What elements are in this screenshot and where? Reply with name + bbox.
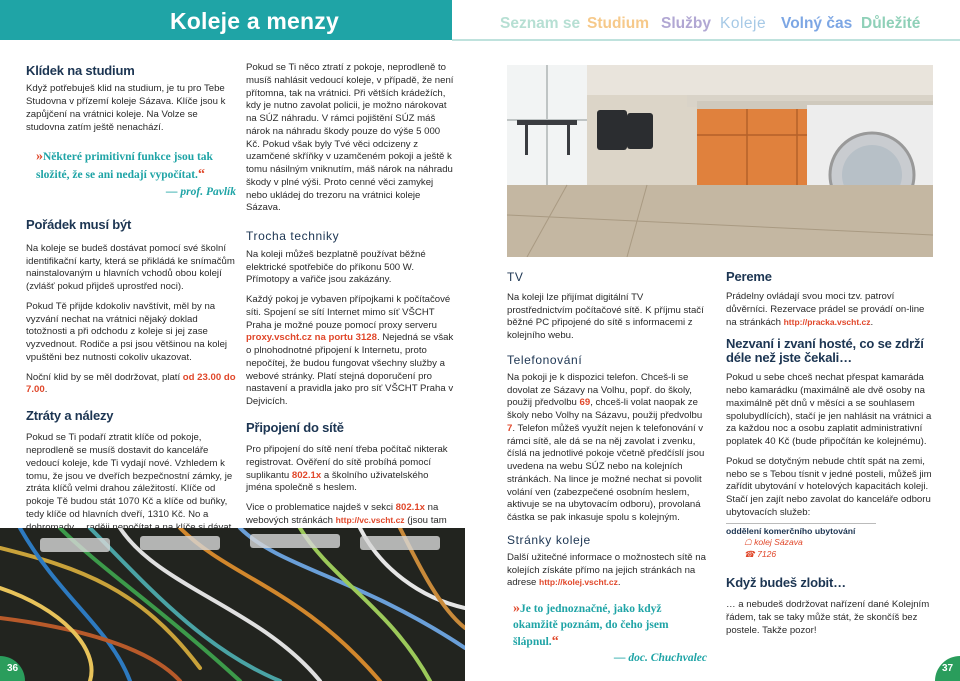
page-title: Koleje a menzy (170, 8, 339, 34)
quote-chuchvalec (507, 600, 707, 666)
quote-text: Některé primitivní funkce jsou tak složité, že se ani nedají vypočítat. (36, 151, 213, 182)
pereme-text (726, 291, 934, 329)
pripojeni-p2-pre: Vice o problematice najdeš v sekci (246, 502, 396, 514)
kitchen-photo (507, 65, 933, 257)
quote2-author: — doc. Chuchvalec (614, 652, 707, 665)
pripojeni-p1-post: a školního uživatelského jména společně s heslem. (246, 469, 429, 494)
quote-pavlik (26, 148, 236, 199)
poradek-p3 (26, 372, 236, 398)
contact-divider (726, 523, 876, 524)
poradek-p2: Pokud Tě přijde kdokoliv navštívit, měl by na vyzvání nechat na vrátnici nějaký doklad totožnosti a při odchodu z koleje si jej zase vyzvednout. Rodiče a psi jsou většinou na kolej vpuštěni bez nutnosti cokoliv ukazovat. (26, 300, 228, 363)
quote-close-mark: “ (197, 167, 205, 183)
quote-author: — prof. Pavlík (166, 185, 236, 198)
nav-koleje[interactable]: Koleje (720, 15, 767, 32)
prefix-69: 69 (579, 397, 591, 409)
quote2-close-mark: “ (551, 634, 559, 650)
page-number-left: 36 (0, 656, 25, 681)
nav-sluzby[interactable]: Služby (661, 15, 711, 32)
stranky-text (507, 552, 707, 590)
theft-text: Pokud se Ti něco ztratí z pokoje, neprodleně to musíš nahlásit vedoucí koleje, v případě, že není přítomna, tak na vrátnici. Při větších krádežích, kdy je nutno zavolat policii, je možno nárokovat na SÚZ náhradu. V rámci pojištění SÚZ máš nárok na náhradu škody pouze do výše 5 000 Kč. Pokud však byly Tvé věci odcizeny z uzamčené skříňky v uzamčeném pokoji a ještě k tomu násilným vniknutím, máš nárok na náhradu škody v plné výši. Proto cenné věci zamykej nebo ukládej do trezoru na vrátnici koleje Sázava. (246, 62, 454, 214)
column-2 (246, 62, 456, 560)
nav-underline (452, 39, 960, 41)
link-vc-vscht[interactable]: http://vc.vscht.cz (335, 514, 405, 525)
zlobit-text: … a nebudeš dodržovat nařízení dané Kolejním řádem, tak se taky může stát, že skončíš bez postele. Takže pozor! (726, 599, 930, 636)
section-nav (500, 14, 960, 35)
heading-pereme: Pereme (726, 269, 772, 284)
pereme-post: . (870, 316, 874, 328)
nav-volny-cas[interactable]: Volný čas (781, 15, 853, 32)
quote2-text: Je to jednoznačné, jako když okamžitě poznám, do čeho jsem šlápnul. (513, 603, 669, 649)
tv-text: Na koleji lze přijímat digitální TV prostřednictvím počítačové sítě. K příjmu stačí běžné PC připojené do sítě s informacemi z kolejního webu. (507, 291, 704, 342)
column-3 (507, 270, 707, 666)
quote2-open-mark: » (513, 601, 520, 617)
phone-icon: ☎ (744, 548, 758, 559)
pripojeni-p2-mid: na webových stránkách (246, 502, 439, 526)
cables-illustration (0, 528, 465, 681)
column-4 (726, 268, 934, 644)
pereme-pre: Prádelny ovládají svou moci tzv. patroví důvěrníci. Rezervace prádel se provádí on-line na stránkách (726, 291, 925, 328)
telefonovani-pre: Na pokoji je k dispozici telefon. Chceš-li se dovolat ze Sázavy na Volhu, popř. do školy, použij předvolbu (507, 371, 692, 409)
page-number-right: 37 (935, 656, 960, 681)
heading-zlobit: Když budeš zlobit… (726, 574, 846, 590)
poradek-p1: Na koleje se budeš dostávat pomocí své školní identifikační karty, která se přikládá ke snímačům nainstalovaným u hlavních vchodů obou kolejí (zvlášť pokud přijdeš uprostřed noci). (26, 242, 235, 293)
poradek-p3-pre: Noční klid by se měl dodržovat, platí (26, 371, 183, 383)
column-1 (26, 62, 236, 554)
heading-telefonovani: Telefonování (507, 352, 583, 367)
poradek-p3-post: . (44, 384, 48, 396)
telefonovani-mid: , chceš-li volat naopak ze školy nebo Volhy na Sázavu, použij předvolbu (507, 397, 703, 422)
trocha-p2-post: . Nejedná se však o plnohodnotné připojení k Internetu, proto nepočítej, že budou fungovat všechny služby a webové stránky. Platí stejná doporučení pro nastavení a pravidla jako pro síť VŠCHT Praha v Dejvicích. (246, 332, 454, 408)
trocha-p2-pre: Každý pokoj je vybaven přípojkami k počítačové síti. Spojení se sítí Internet mimo síť VŠCHT Praha je možné pouze pomocí proxy serveru (246, 294, 451, 331)
pripojeni-p1 (246, 444, 456, 495)
link-kolej[interactable]: http://kolej.vscht.cz (539, 577, 618, 588)
contact-place: kolej Sázava (754, 537, 803, 548)
kitchen-illustration (507, 65, 933, 257)
proxy-server: proxy.vscht.cz na portu 3128 (246, 332, 377, 344)
ztraty-text: Pokud se Ti podaří ztratit klíče od pokoje, neprodleně se musíš dostavit do kanceláře vedoucí koleje, kde Ti vydají nové. Vzhledem k tomu, že jsou ve dveřích bezpečnostní zámky, je ztráta klíčů velmi drahou záležitostí. Klíče od pokoje Tě budou stát 1070 Kč a klíče od buňky, tedy klíče od hlavních dveří, 1310 Kč. No a (26, 432, 233, 520)
contact-block (726, 526, 934, 560)
nezvani-p2: Pokud se dotyčným nebude chtít spát na zemi, nebo se s Tebou tísnit v jedné posteli, můžeš jim zařídit ubytování v hotelových kapacitách koleji. Stačí jen zajít nebo zavolat do kanceláře odboru ubytovacích služeb: (726, 455, 932, 518)
nav-seznam-se[interactable]: Seznam se (500, 15, 581, 32)
contact-phone-row (726, 549, 934, 560)
building-icon: ☖ (744, 537, 755, 548)
stranky-pre: Další užitečné informace o možnostech sítě na kolejích získáte přímo na jejich stránkách na adrese (507, 551, 706, 589)
heading-tv: TV (507, 270, 524, 284)
klidek-text: Když potřebuješ klid na studium, je tu pro Tebe Studovna v přízemí koleje Sázava. Klíče jsou k zapůjčení na vrátnici koleje. Na Volze se studovna zatím ještě nenachází. (26, 83, 226, 133)
nav-dulezite[interactable]: Důležité (861, 15, 921, 32)
pripojeni-p2-mid2: (jsou tam (407, 514, 447, 526)
cables-photo (0, 528, 465, 681)
trocha-p2 (246, 294, 456, 409)
heading-nezvani: Nezvaní i zvaní hosté, co se zdrží déle než jste čekali… (726, 335, 924, 366)
suplikant: 802.1x (291, 469, 322, 481)
heading-trocha: Trocha techniky (246, 229, 340, 243)
telefonovani-post: . Telefon můžeš využít nejen k telefonování v rámci sítě, ale dá se na něj zavolat i zvenku, číslá na jednotlivé pokoje včetně předčíslí jsou uvedena na webu SÚZ nebo na kolejních stránkách. Na lince je možné nechat si povolit volání ven (zabezpečené osobním heslem, aktivuje se na ubytovacím odboru), provolaná částka se pak inkasuje spolu s kolejným. (507, 422, 705, 524)
quiet-hours: od 23.00 do 7.00 (26, 371, 236, 396)
stranky-post: . (617, 577, 621, 589)
heading-klidek: Klídek na studium (26, 63, 135, 78)
heading-poradek: Pořádek musí být (26, 216, 132, 232)
heading-pripojeni: Připojení do sítě (246, 419, 344, 435)
link-pracka[interactable]: http://pracka.vscht.cz (783, 316, 871, 327)
prefix-7: 7 (507, 422, 513, 434)
quote-open-mark: » (36, 149, 43, 165)
section-8021x: 802.1x (395, 502, 426, 514)
telefonovani-text (507, 372, 707, 525)
pripojeni-p1-pre: Pro připojení do sítě není třeba počítač nikterak registrovat. Ověření do sítě probíhá pomocí suplikantu (246, 444, 448, 481)
contact-office: oddělení komerčního ubytování (726, 525, 856, 536)
nezvani-p1: Pokud u sebe chceš nechat přespat kamaráda nebo kamarádku (maximálně ale dvě osoby na maximálně pět dnů v měsíci a se souhlasem spolubydlících), stačí je jen nahlásit na vrátnici a za každou noc a osobu zaplatit administrativní poplatek 40 Kč (bude připočítán ke kolejnému). (726, 372, 932, 448)
contact-place-row (726, 537, 934, 548)
nav-studium[interactable]: Studium (587, 15, 649, 32)
heading-stranky: Stránky koleje (507, 532, 591, 547)
contact-phone[interactable]: 7126 (757, 548, 777, 559)
trocha-p1: Na koleji můžeš bezplatně používat běžné elektrické spotřebiče do příkonu 500 W. Přímotopy a vařiče jsou zakázány. (246, 248, 426, 286)
heading-ztraty: Ztráty a nálezy (26, 408, 114, 424)
